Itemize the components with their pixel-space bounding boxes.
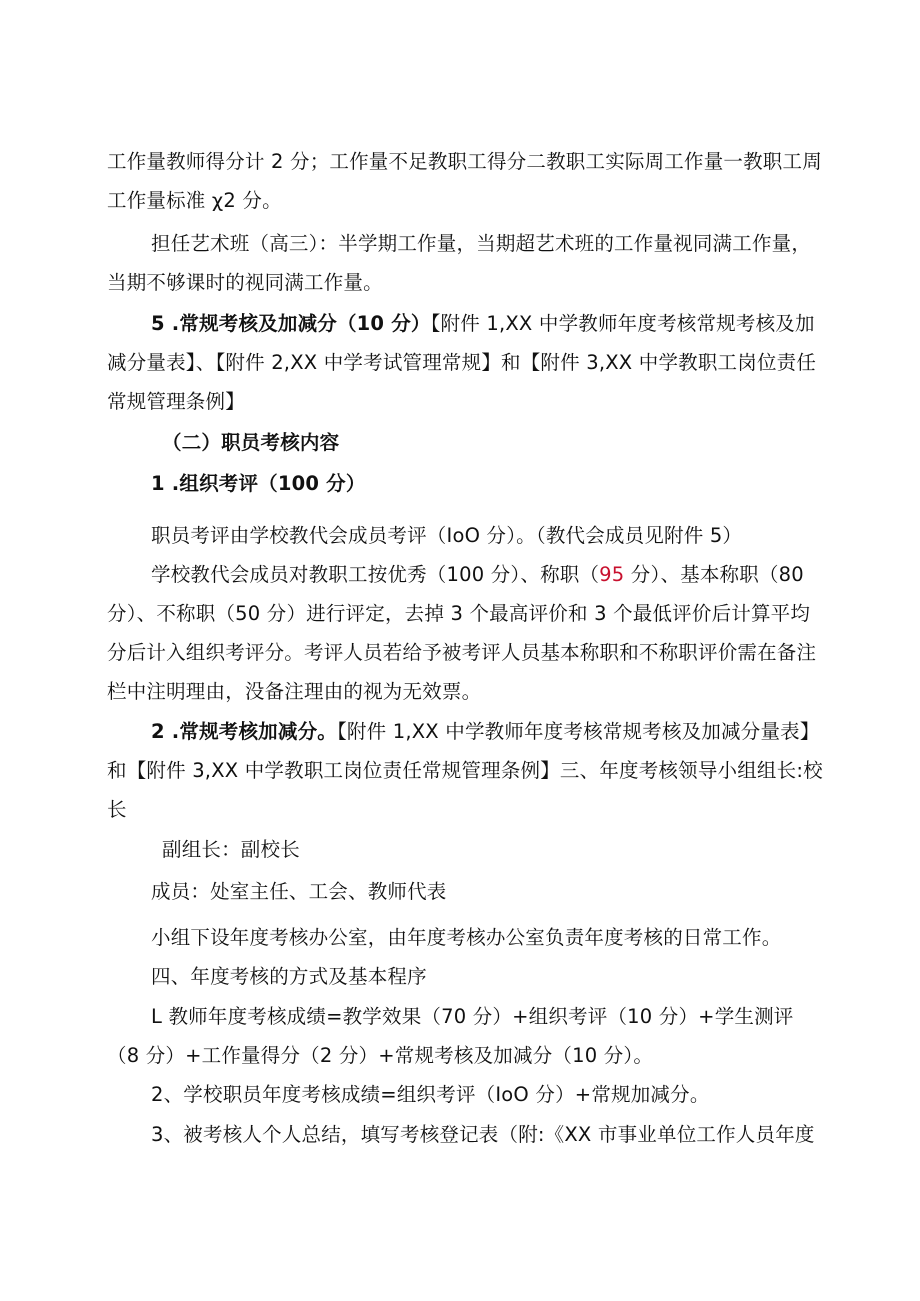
highlighted-score: 95 bbox=[599, 563, 625, 586]
paragraph-line: 分）、不称职（50 分）进行评定，去掉 3 个最高评价和 3 个最低评价后计算平均 bbox=[107, 602, 811, 625]
reference-text: 【附件 1,XX 中学教师年度考核常规考核及加减分量表】 bbox=[336, 720, 820, 743]
paragraph-line: 2、学校职员年度考核成绩=组织考评（IoO 分）+常规加减分。 bbox=[151, 1083, 710, 1106]
paragraph-line: 和【附件 3,XX 中学教职工岗位责任常规管理条例】三、年度考核领导小组组长:校 bbox=[107, 759, 823, 782]
section-heading: 2 .常规考核加减分。 bbox=[151, 720, 337, 743]
paragraph-line bbox=[151, 720, 820, 744]
paragraph-line: 副组长：副校长 bbox=[162, 838, 300, 861]
paragraph-line: 小组下设年度考核办公室，由年度考核办公室负责年度考核的日常工作。 bbox=[151, 926, 782, 949]
section-heading: 5 .常规考核及加减分（10 分） bbox=[151, 312, 431, 335]
section-heading: 1 .组织考评（100 分） bbox=[151, 472, 366, 495]
reference-text: 【附件 1,XX 中学教师年度考核常规考核及加 bbox=[430, 312, 815, 335]
paragraph-line bbox=[151, 312, 815, 336]
paragraph-line: 减分量表】、【附件 2,XX 中学考试管理常规】和【附件 3,XX 中学教职工岗位责任 bbox=[107, 351, 817, 374]
paragraph-line: L 教师年度考核成绩=教学效果（70 分）+组织考评（10 分）+学生测评 bbox=[151, 1005, 794, 1028]
paragraph-line bbox=[151, 563, 804, 587]
paragraph-line: 工作量教师得分计 2 分；工作量不足教职工得分二教职工实际周工作量一教职工周 bbox=[107, 150, 822, 173]
section-heading: 四、年度考核的方式及基本程序 bbox=[151, 965, 427, 988]
text-run: 分）、基本称职（80 bbox=[624, 563, 804, 586]
paragraph-line: 担任艺术班（高三）：半学期工作量，当期超艺术班的工作量视同满工作量， bbox=[151, 232, 812, 255]
text-run: 学校教代会成员对教职工按优秀（100 分）、称职（ bbox=[151, 563, 600, 586]
paragraph-line: 3、被考核人个人总结，填写考核登记表（附:《XX 市事业单位工作人员年度 bbox=[151, 1123, 815, 1146]
paragraph-line: 当期不够课时的视同满工作量。 bbox=[107, 271, 383, 294]
paragraph-line: 职员考评由学校教代会成员考评（IoO 分）。（教代会成员见附件 5） bbox=[151, 524, 743, 547]
paragraph-line: 成员：处室主任、工会、教师代表 bbox=[151, 880, 447, 903]
paragraph-line: 栏中注明理由，没备注理由的视为无效票。 bbox=[107, 680, 482, 703]
paragraph-line: 工作量标准 χ2 分。 bbox=[107, 189, 282, 212]
subsection-heading: （二）职员考核内容 bbox=[162, 431, 340, 454]
paragraph-line: 常规管理条例】 bbox=[107, 390, 245, 413]
paragraph-line: （8 分）+工作量得分（2 分）+常规考核及加减分（10 分）。 bbox=[107, 1044, 654, 1067]
paragraph-line: 长 bbox=[107, 798, 127, 821]
paragraph-line: 分后计入组织考评分。考评人员若给予被考评人员基本称职和不称职评价需在备注 bbox=[107, 641, 817, 664]
